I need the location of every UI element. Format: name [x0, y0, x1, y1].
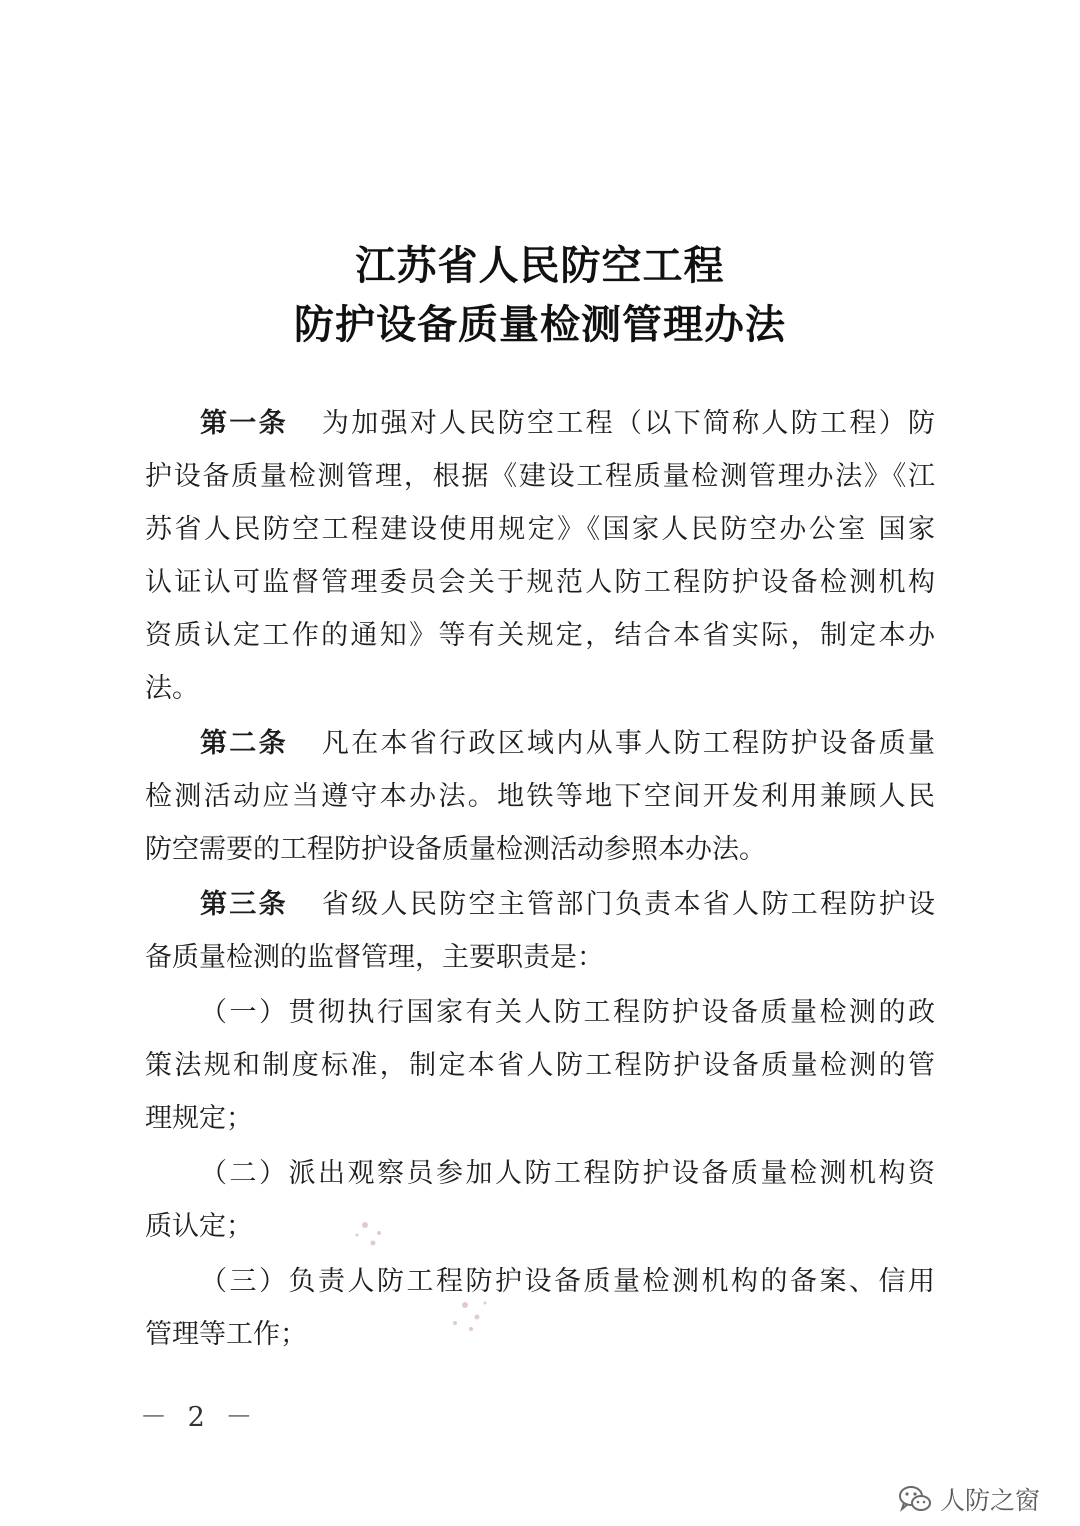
article1-label: 第一条: [200, 408, 288, 439]
page-number: － 2 －: [140, 1402, 259, 1433]
document-title-line1: 江苏省人民防空工程: [355, 242, 725, 289]
article1-line3: 苏省人民防空工程建设使用规定》《国家人民防空办公室 国家: [145, 514, 935, 545]
item2-line1: （二）派出观察员参加人防工程防护设备质量检测机构资: [200, 1158, 935, 1189]
article1-line5: 资质认定工作的通知》等有关规定，结合本省实际，制定本办: [145, 620, 935, 651]
item3-line1: （三）负责人防工程防护设备质量检测机构的备案、信用: [200, 1266, 935, 1297]
seal-mark: [345, 1205, 525, 1355]
article1-line2: 护设备质量检测管理，根据《建设工程质量检测管理办法》《江: [145, 461, 935, 492]
article2-line1: 第二条 凡在本省行政区域内从事人防工程防护设备质量: [200, 728, 936, 759]
watermark-text: 人防之窗: [939, 1486, 1040, 1515]
article2-line3: 防空需要的工程防护设备质量检测活动参照本办法。: [145, 834, 766, 865]
article2-label: 第二条: [200, 728, 288, 759]
item2-line2: 质认定；: [145, 1211, 253, 1242]
article3-line2: 备质量检测的监督管理，主要职责是：: [145, 942, 604, 973]
article1-line6: 法。: [145, 673, 199, 704]
item1-line1: （一）贯彻执行国家有关人防工程防护设备质量检测的政: [200, 997, 935, 1028]
wechat-icon: [898, 1484, 932, 1514]
item1-line2: 策法规和制度标准，制定本省人防工程防护设备质量检测的管: [145, 1050, 935, 1081]
item1-line3: 理规定；: [145, 1103, 253, 1134]
article1-line4: 认证认可监督管理委员会关于规范人防工程防护设备检测机构: [145, 567, 935, 598]
article3-label: 第三条: [200, 889, 288, 920]
item3-line2: 管理等工作；: [145, 1319, 307, 1350]
document-title-line2: 防护设备质量检测管理办法: [294, 301, 786, 348]
article1-line1: 第一条 为加强对人民防空工程（以下简称人防工程）防: [200, 408, 936, 439]
article3-line1: 第三条 省级人民防空主管部门负责本省人防工程防护设: [200, 889, 936, 920]
watermark: [898, 1482, 1040, 1516]
article2-line2: 检测活动应当遵守本办法。地铁等地下空间开发利用兼顾人民: [145, 781, 935, 812]
